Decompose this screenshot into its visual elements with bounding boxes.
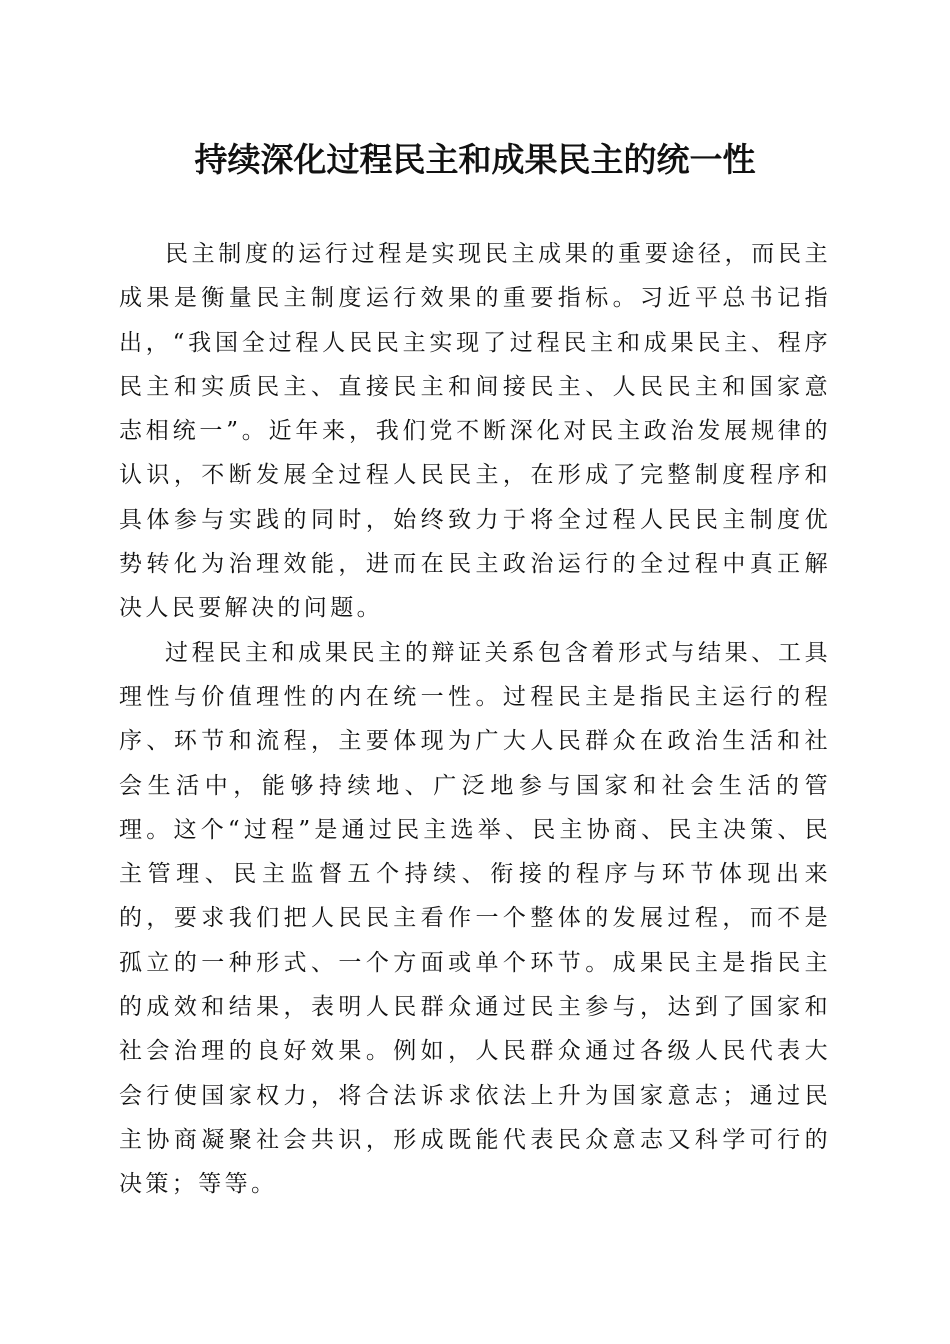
document-title: 持续深化过程民主和成果民主的统一性 xyxy=(194,140,756,179)
paragraph-2: 过程民主和成果民主的辩证关系包含着形式与结果、工具理性与价值理性的内在统一性。过程民主是指民主运行的程序、环节和流程，主要体现为广大人民群众在政治生活和社会生活中，能够持续地、广泛地参与国家和社会生活的管理。这个“过程”是通过民主选举、民主协商、民主决策、民主管理、民主监督五个持续、衔接的程序与环节体现出来的，要求我们把人民民主看作一个整体的发展过程，而不是孤立的一种形式、一个方面或单个环节。成果民主是指民主的成效和结果，表明人民群众通过民主参与，达到了国家和社会治理的良好效果。例如，人民群众通过各级人民代表大会行使国家权力，将合法诉求依法上升为国家意志；通过民主协商凝聚社会共识，形成既能代表民众意志又科学可行的决策；等等。 xyxy=(119,639,831,1198)
document-body xyxy=(119,232,831,1207)
paragraph-1: 民主制度的运行过程是实现民主成果的重要途径，而民主成果是衡量民主制度运行效果的重要指标。习近平总书记指出，“我国全过程人民民主实现了过程民主和成果民主、程序民主和实质民主、直接民主和间接民主、人民民主和国家意志相统一”。近年来，我们党不断深化对民主政治发展规律的认识，不断发展全过程人民民主，在形成了完整制度程序和具体参与实践的同时，始终致力于将全过程人民民主制度优势转化为治理效能，进而在民主政治运行的全过程中真正解决人民要解决的问题。 xyxy=(119,241,831,622)
